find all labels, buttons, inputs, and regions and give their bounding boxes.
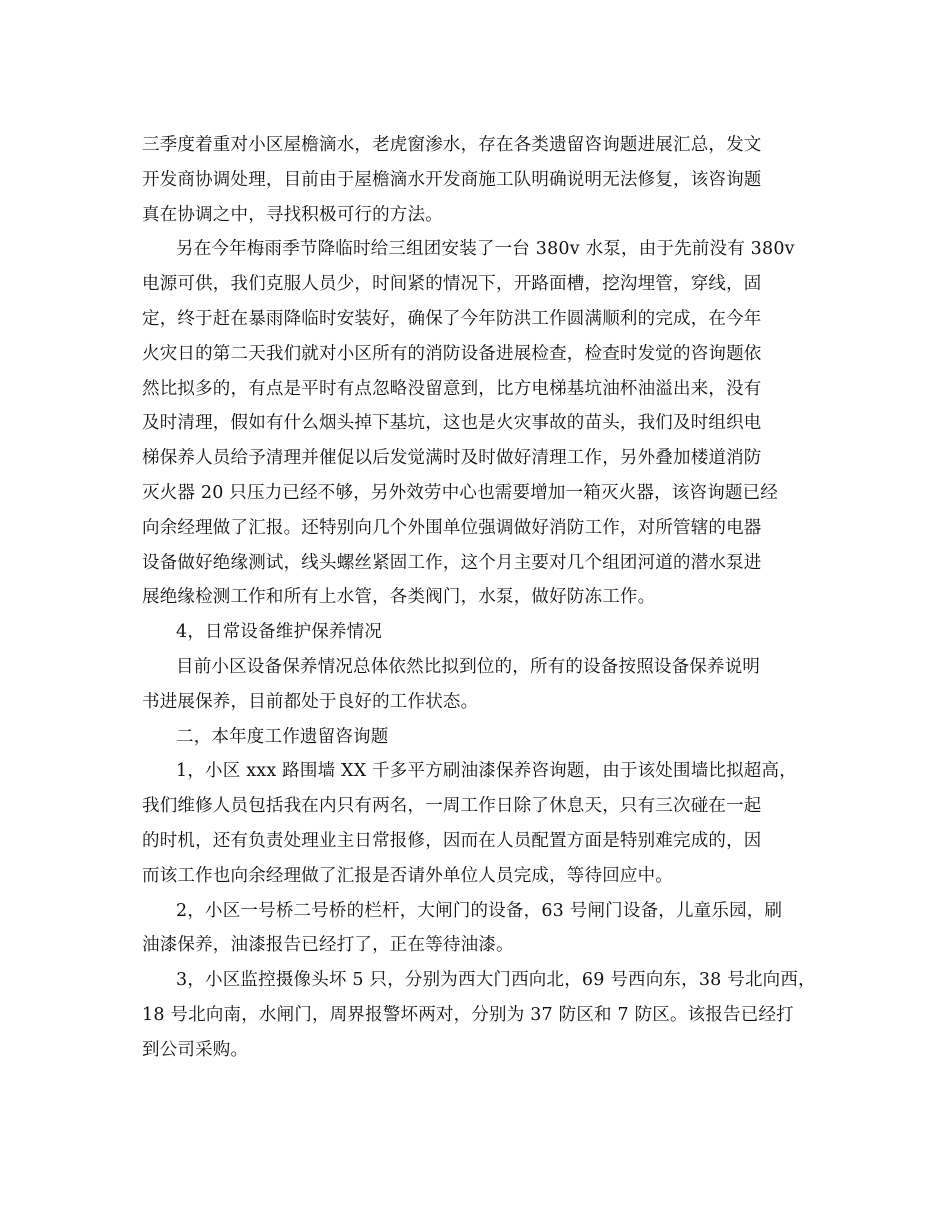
text-line: 油漆保养，油漆报告已经打了，正在等待油漆。 bbox=[142, 935, 514, 956]
section-heading: 二，本年度工作遗留咨询题 bbox=[176, 726, 389, 747]
text-line: 火灾日的第二天我们就对小区所有的消防设备进展检查，检查时发觉的咨询题依 bbox=[142, 343, 762, 364]
text-line: 而该工作也向余经理做了汇报是否请外单位人员完成，等待回应中。 bbox=[142, 865, 673, 886]
text-line: 我们维修人员包括我在内只有两名，一周工作日除了休息天，只有三次碰在一起 bbox=[142, 796, 762, 817]
text-line: 三季度着重对小区屋檐滴水，老虎窗渗水，存在各类遗留咨询题进展汇总，发文 bbox=[142, 135, 762, 155]
text-line: 设备做好绝缘测试，线头螺丝紧固工作，这个月主要对几个组团河道的潜水泵进 bbox=[142, 552, 762, 573]
text-line: 开发商协调处理，目前由于屋檐滴水开发商施工队明确说明无法修复，该咨询题 bbox=[142, 169, 762, 190]
text-line: 及时清理，假如有什么烟头掉下基坑，这也是火灾事故的苗头，我们及时组织电 bbox=[142, 413, 762, 434]
text-line: 电源可供，我们克服人员少，时间紧的情况下，开路面槽，挖沟埋管，穿线，固 bbox=[142, 274, 762, 295]
text-line: 到公司采购。 bbox=[142, 1039, 249, 1060]
section-heading: 4，日常设备维护保养情况 bbox=[176, 622, 383, 643]
paragraph-start-line: 目前小区设备保养情况总体依然比拟到位的，所有的设备按照设备保养说明 bbox=[176, 656, 761, 677]
text-line: 真在协调之中，寻找积极可行的方法。 bbox=[142, 204, 443, 225]
paragraph-start-line: 另在今年梅雨季节降临时给三组团安装了一台 380v 水泵，由于先前没有 380v bbox=[176, 239, 795, 260]
text-line: 的时机，还有负责处理业主日常报修，因而在人员配置方面是特别难完成的，因 bbox=[142, 830, 762, 851]
document-body bbox=[142, 128, 814, 1068]
list-item-start-line: 1，小区 xxx 路围墙 XX 千多平方刷油漆保养咨询题，由于该处围墙比拟超高， bbox=[176, 761, 797, 782]
text-line: 灭火器 20 只压力已经不够，另外效劳中心也需要增加一箱灭火器，该咨询题已经 bbox=[142, 482, 778, 503]
text-line: 梯保养人员给予清理并催促以后发觉满时及时做好清理工作，另外叠加楼道消防 bbox=[142, 448, 762, 469]
text-line: 18 号北向南，水闸门，周界报警坏两对，分别为 37 防区和 7 防区。该报告已经打 bbox=[142, 1004, 794, 1025]
text-line: 然比拟多的，有点是平时有点忽略没留意到，比方电梯基坑油杯油溢出来，没有 bbox=[142, 378, 762, 399]
list-item-start-line: 3，小区监控摄像头坏 5 只，分别为西大门西向北，69 号西向东，38 号北向西， bbox=[176, 970, 816, 991]
text-line: 展绝缘检测工作和所有上水管，各类阀门，水泵，做好防冻工作。 bbox=[142, 587, 656, 608]
text-line: 定，终于赶在暴雨降临时安装好，确保了今年防洪工作圆满顺利的完成，在今年 bbox=[142, 308, 762, 329]
list-item-start-line: 2，小区一号桥二号桥的栏杆，大闸门的设备，63 号闸门设备，儿童乐园，刷 bbox=[176, 900, 783, 921]
text-line: 书进展保养，目前都处于良好的工作状态。 bbox=[142, 691, 479, 712]
text-line: 向余经理做了汇报。还特别向几个外围单位强调做好消防工作，对所管辖的电器 bbox=[142, 517, 762, 538]
